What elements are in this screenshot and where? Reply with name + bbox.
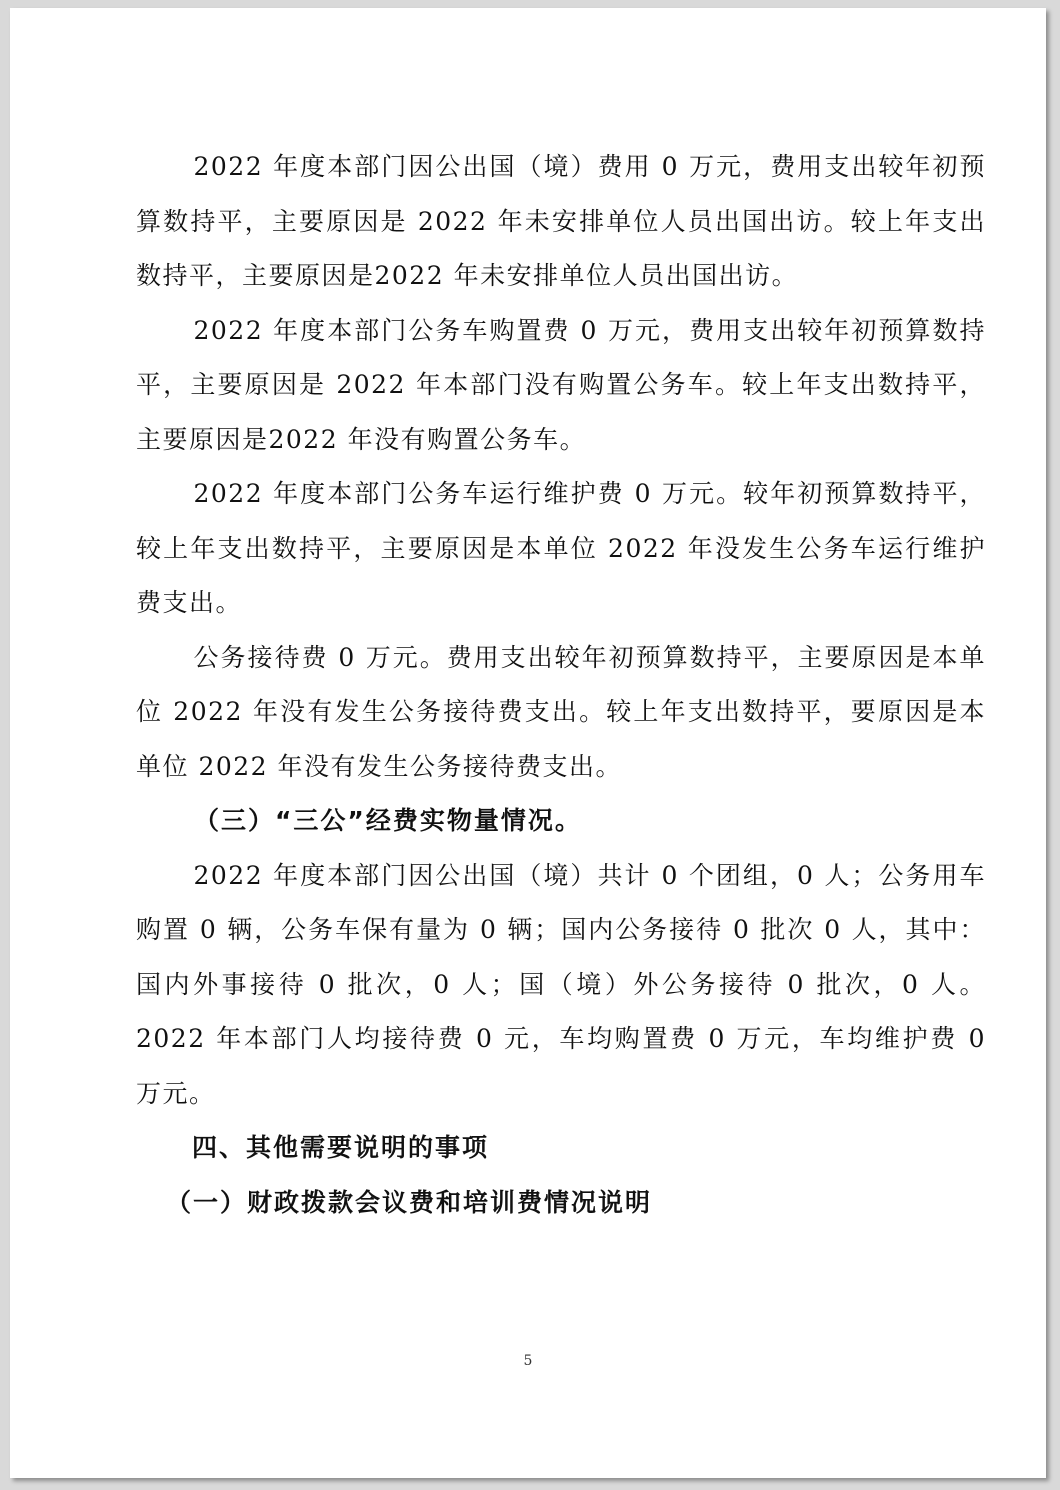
paragraph-overseas-travel: 2022 年度本部门因公出国（境）费用 0 万元，费用支出较年初预算数持平，主要原因是 2022 年未安排单位人员出国出访。较上年支出数持平，主要原因是2022 年未安排单位人员出国出访。 [136, 152, 986, 290]
page-content [136, 140, 986, 1230]
paragraph-vehicle-purchase: 2022 年度本部门公务车购置费 0 万元，费用支出较年初预算数持平，主要原因是 2022 年本部门没有购置公务车。较上年支出数持平，主要原因是2022 年没有购置公务车。 [136, 315, 986, 454]
section-four-heading: 四、其他需要说明的事项 [192, 1133, 490, 1162]
paragraph-vehicle-maintenance: 2022 年度本部门公务车运行维护费 0 万元。较年初预算数持平，较上年支出数持平，主要原因是本单位 2022 年没发生公务车运行维护费支出。 [136, 479, 986, 617]
document-page [10, 8, 1046, 1478]
section-three-heading: （三）“三公”经费实物量情况。 [194, 806, 582, 835]
paragraph-physical-quantity: 2022 年度本部门因公出国（境）共计 0 个团组，0 人；公务用车购置 0 辆，公务车保有量为 0 辆；国内公务接待 0 批次 0 人，其中：国内外事接待 0 批次，0 人；国（境）外公务接待 0 批次，0 人。2022 年本部门人均接待费 0 元，车均购置费 0 万元，车均维护费 0 万元。 [136, 860, 986, 1108]
page-number: 5 [523, 1353, 533, 1369]
subsection-one-heading: （一）财政拨款会议费和培训费情况说明 [166, 1187, 653, 1217]
paragraph-reception: 公务接待费 0 万元。费用支出较年初预算数持平，主要原因是本单位 2022 年没有发生公务接待费支出。较上年支出数持平，要原因是本单位 2022 年没有发生公务接待费支出。 [136, 642, 986, 781]
